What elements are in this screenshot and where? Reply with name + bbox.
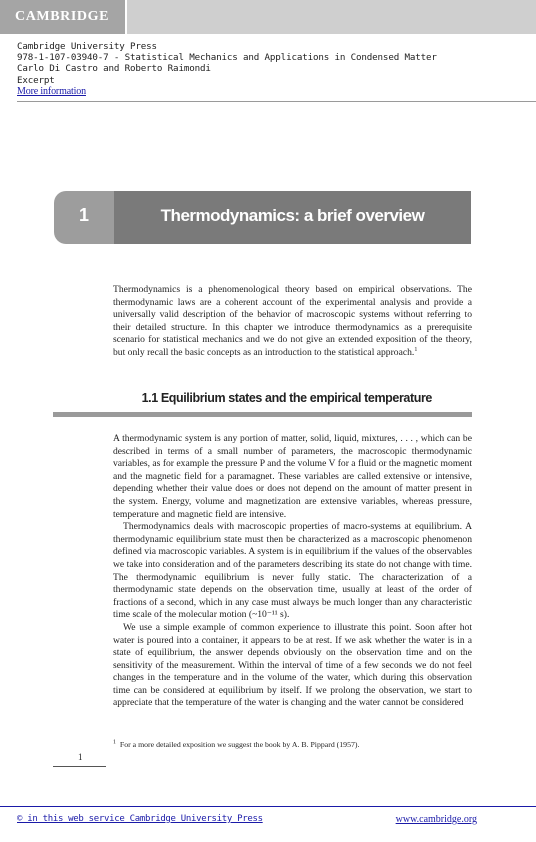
body-paragraph-1: A thermodynamic system is any portion of matter, solid, liquid, mixtures, . . . , which can be described in terms of a small number of parameters, the macroscopic thermodynamic variables, as for example the pressure P and the volume V for a fluid or the magnetic moment and the magnetic field for a paramagnet. These variables are called extensive or intensive, depending whether their value does or does not depend on the amount of matter present in the system. Energy, volume and magnetization are extensive variables, whereas pressure, temperature and magnetic field are intensive.: [113, 433, 472, 520]
footnote-ref[interactable]: 1: [414, 346, 418, 353]
brand-logo-box: [0, 0, 125, 34]
intro-paragraph: [113, 284, 472, 360]
footer-divider: [0, 806, 536, 807]
body-paragraph-3: We use a simple example of common experience to illustrate this point. Soon after hot water is poured into a container, it appears to be at rest. If we ask whether the water is in a state of equilibrium, the answer depends obviously on the observation time and on the sensitivity of the measurement. Within the interval of time of a few seconds we do not feel changes in the temperature and in the volume of the water, which during this observation time can be considered at equilibrium by itself. If we prolong the observation, we start to appreciate that the temperature of the water is changing and the water cannot be considered: [113, 621, 472, 709]
page-number: 1: [78, 752, 83, 762]
authors-line: Carlo Di Castro and Roberto Raimondi: [17, 63, 211, 75]
isbn-title-line: 978-1-107-03940-7 - Statistical Mechanics and Applications in Condensed Matter: [17, 52, 437, 64]
top-banner-fill: [127, 0, 536, 34]
footnote-text: For a more detailed exposition we suggest the book by A. B. Pippard (1957).: [119, 740, 360, 749]
body-text: [113, 433, 472, 710]
doc-type-line: Excerpt: [17, 74, 55, 86]
section-heading: 1.1 Equilibrium states and the empirical temperature: [141, 391, 432, 405]
publisher-line: Cambridge University Press: [17, 41, 157, 52]
footnote: [113, 740, 359, 749]
section-bar: [53, 412, 472, 417]
brand-logo: CAMBRIDGE: [15, 9, 110, 24]
more-information-link[interactable]: More information: [17, 85, 86, 97]
chapter-number: 1: [78, 205, 89, 225]
chapter-title: Thermodynamics: a brief overview: [160, 206, 425, 225]
top-banner: [0, 0, 536, 34]
chapter-title-box: [114, 191, 471, 244]
page-number-rule: [53, 766, 106, 767]
body-paragraph-2: Thermodynamics deals with macroscopic properties of macro-systems at equilibrium. A thermodynamic equilibrium state must then be characterized as a macroscopic phenomenon defined via macroscopic variables. A system is in equilibrium if the values of the observables we take into consideration and of the parameters describing its state do not change with time. The thermodynamic equilibrium is never fully static. The characterization of a thermodynamic state depends on the observation time, usually at least of the order of fractions of a second, which in any case must always be much longer than any characteristic time scale of the molecular motion (~10⁻¹¹ s).: [113, 521, 472, 621]
copyright-link[interactable]: © in this web service Cambridge University Press: [17, 814, 263, 824]
footnote-mark: 1: [113, 739, 116, 746]
chapter-number-box: [54, 191, 114, 244]
intro-text: Thermodynamics is a phenomenological theory based on empirical observations. The thermodynamic laws are a coherent account of the experimental analysis and provide a universally valid description of the behavior of macroscopic systems without referring to their detailed structure. In this chapter we introduce thermodynamics as a prerequisite scenario for statistical mechanics and we do not give an extended exposition of the theory, but only recall the basic concepts as an introduction to the statistical approach.: [113, 284, 472, 358]
chapter-banner: [54, 191, 471, 244]
website-link[interactable]: www.cambridge.org: [395, 814, 477, 825]
header-divider: [17, 101, 536, 102]
document-metadata: [17, 41, 437, 97]
